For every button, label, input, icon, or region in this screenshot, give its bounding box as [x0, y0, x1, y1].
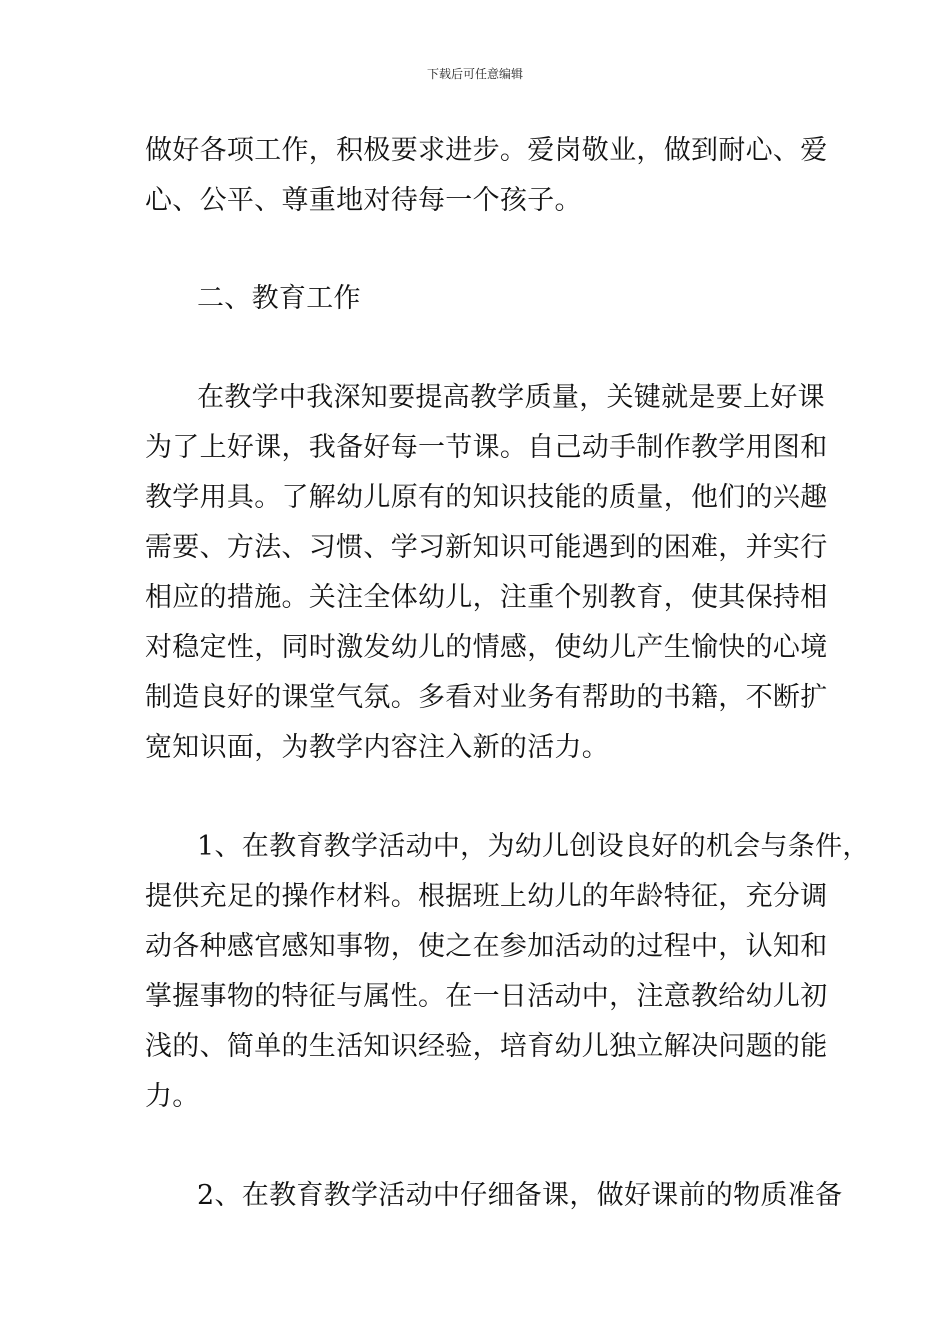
paragraph-line: 提供充足的操作材料。根据班上幼儿的年龄特征，充分调 [145, 881, 828, 912]
paragraph-line: 动各种感官感知事物，使之在参加活动的过程中，认知和 [145, 931, 828, 962]
paragraph-line: 心、公平、尊重地对待每一个孩子。 [145, 185, 582, 216]
paragraph-line: 掌握事物的特征与属性。在一日活动中，注意教给幼儿初 [145, 981, 828, 1012]
paragraph-line: 教学用具。了解幼儿原有的知识技能的质量，他们的兴趣 [145, 482, 828, 513]
paragraph-line: 制造良好的课堂气氛。多看对业务有帮助的书籍，不断扩 [145, 682, 828, 713]
paragraph-line: 在教学中我深知要提高教学质量，关键就是要上好课 [197, 382, 825, 413]
paragraph-line: 做好各项工作，积极要求进步。爱岗敬业，做到耐心、爱 [145, 135, 828, 166]
page-header-note: 下载后可任意编辑 [426, 67, 523, 81]
paragraph-line: 为了上好课，我备好每一节课。自己动手制作教学用图和 [145, 432, 828, 463]
paragraph-line: 1、在教育教学活动中，为幼儿创设良好的机会与条件， [197, 831, 870, 862]
paragraph-line: 力。 [145, 1081, 200, 1112]
paragraph-line: 需要、方法、习惯、学习新知识可能遇到的困难，并实行 [145, 532, 828, 563]
paragraph-line: 2、在教育教学活动中仔细备课，做好课前的物质准备 [197, 1180, 843, 1211]
paragraph-line: 宽知识面，为教学内容注入新的活力。 [145, 732, 610, 763]
paragraph-line: 相应的措施。关注全体幼儿，注重个别教育，使其保持相 [145, 582, 828, 613]
paragraph-line: 对稳定性，同时激发幼儿的情感，使幼儿产生愉快的心境 [145, 632, 828, 663]
section-heading: 二、教育工作 [197, 283, 361, 314]
paragraph-line: 浅的、简单的生活知识经验，培育幼儿独立解决问题的能 [145, 1031, 828, 1062]
